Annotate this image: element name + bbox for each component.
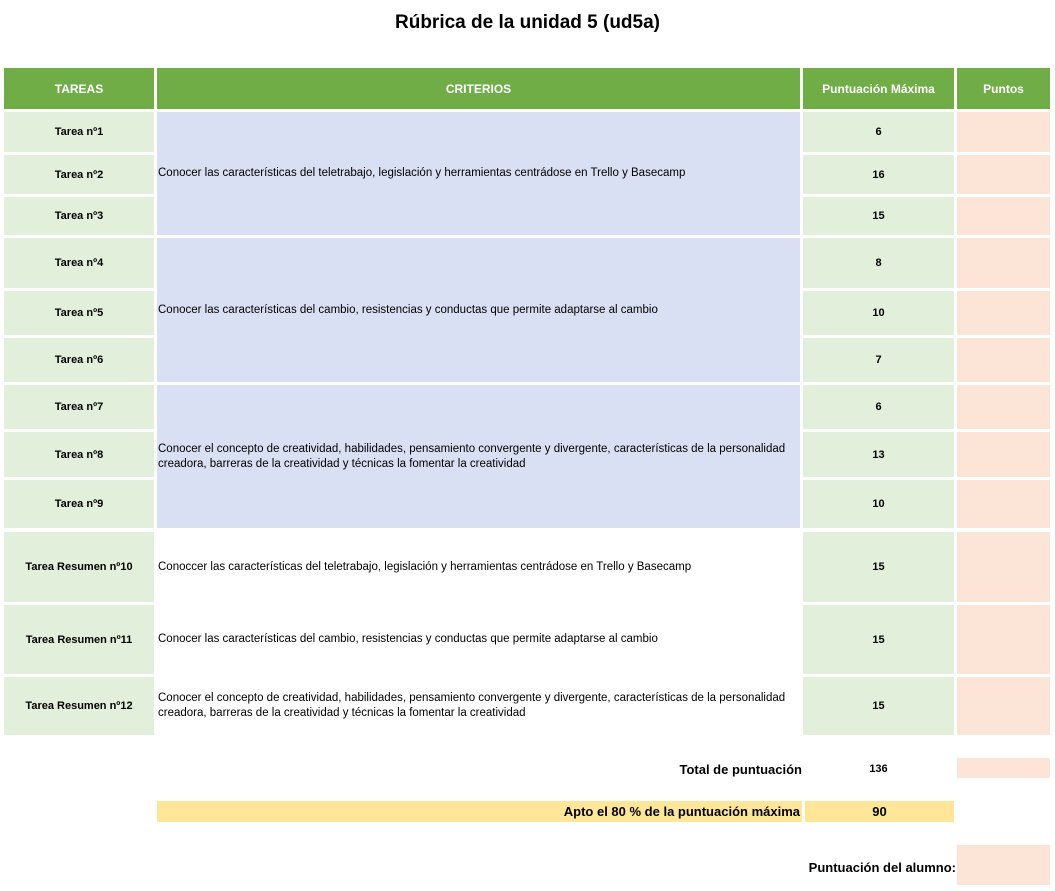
task-max-5: 10 — [803, 291, 954, 335]
task-name-5: Tarea nº5 — [4, 291, 154, 335]
apto-value: 90 — [805, 801, 954, 822]
task-name-12: Tarea Resumen nº12 — [4, 677, 154, 735]
criteria-group-3: Conocer el concepto de creatividad, habilidades, pensamiento convergente y divergente, características de la personalidad creadora, barreras de la creatividad y técnicas la fomentar la creatividad — [157, 385, 800, 528]
task-name-1: Tarea nº1 — [4, 112, 154, 152]
task-name-10: Tarea Resumen nº10 — [4, 532, 154, 602]
task-max-8: 13 — [803, 432, 954, 477]
total-points[interactable] — [957, 758, 1050, 778]
task-points-10[interactable] — [957, 532, 1050, 602]
task-max-6: 7 — [803, 338, 954, 382]
header-tareas: TAREAS — [4, 68, 154, 109]
task-max-12: 15 — [803, 677, 954, 735]
task-max-9: 10 — [803, 480, 954, 528]
total-label: Total de puntuación — [679, 761, 802, 777]
task-name-11: Tarea Resumen nº11 — [4, 605, 154, 674]
task-points-5[interactable] — [957, 291, 1050, 335]
task-max-10: 15 — [803, 532, 954, 602]
header-criterios: CRITERIOS — [157, 68, 800, 109]
task-name-3: Tarea nº3 — [4, 197, 154, 235]
task-points-1[interactable] — [957, 112, 1050, 152]
criteria-resumen-10: Conoccer las características del teletrabajo, legislación y herramientas centrádose en Trello y Basecamp — [157, 532, 800, 602]
task-name-2: Tarea nº2 — [4, 155, 154, 194]
task-points-11[interactable] — [957, 605, 1050, 674]
task-points-2[interactable] — [957, 155, 1050, 194]
criteria-resumen-12: Conocer el concepto de creatividad, habilidades, pensamiento convergente y divergente, características de la personalidad creadora, barreras de la creatividad y técnicas la fomentar la creatividad — [157, 677, 800, 735]
criteria-group-1: Conocer las características del teletrabajo, legislación y herramientas centrádose en Trello y Basecamp — [157, 112, 800, 235]
task-max-2: 16 — [803, 155, 954, 194]
task-name-4: Tarea nº4 — [4, 238, 154, 288]
task-name-6: Tarea nº6 — [4, 338, 154, 382]
task-points-12[interactable] — [957, 677, 1050, 735]
task-max-3: 15 — [803, 197, 954, 235]
alumno-points[interactable] — [957, 845, 1050, 885]
task-points-3[interactable] — [957, 197, 1050, 235]
task-name-8: Tarea nº8 — [4, 432, 154, 477]
task-points-4[interactable] — [957, 238, 1050, 288]
apto-label: Apto el 80 % de la puntuación máxima — [157, 801, 802, 822]
task-points-6[interactable] — [957, 338, 1050, 382]
task-points-8[interactable] — [957, 432, 1050, 477]
criteria-resumen-11: Conocer las características del cambio, resistencias y conductas que permite adaptarse al cambio — [157, 605, 800, 674]
total-value: 136 — [869, 763, 888, 775]
page-title: Rúbrica de la unidad 5 (ud5a) — [395, 12, 660, 33]
header-puntos: Puntos — [957, 68, 1050, 109]
header-puntuacion-maxima: Puntuación Máxima — [803, 68, 954, 109]
criteria-group-2: Conocer las características del cambio, resistencias y conductas que permite adaptarse al cambio — [157, 238, 800, 382]
task-max-11: 15 — [803, 605, 954, 674]
task-points-7[interactable] — [957, 385, 1050, 429]
alumno-label: Puntuación del alumno: — [808, 859, 956, 875]
task-name-7: Tarea nº7 — [4, 385, 154, 429]
task-max-7: 6 — [803, 385, 954, 429]
task-max-4: 8 — [803, 238, 954, 288]
task-points-9[interactable] — [957, 480, 1050, 528]
task-name-9: Tarea nº9 — [4, 480, 154, 528]
task-max-1: 6 — [803, 112, 954, 152]
